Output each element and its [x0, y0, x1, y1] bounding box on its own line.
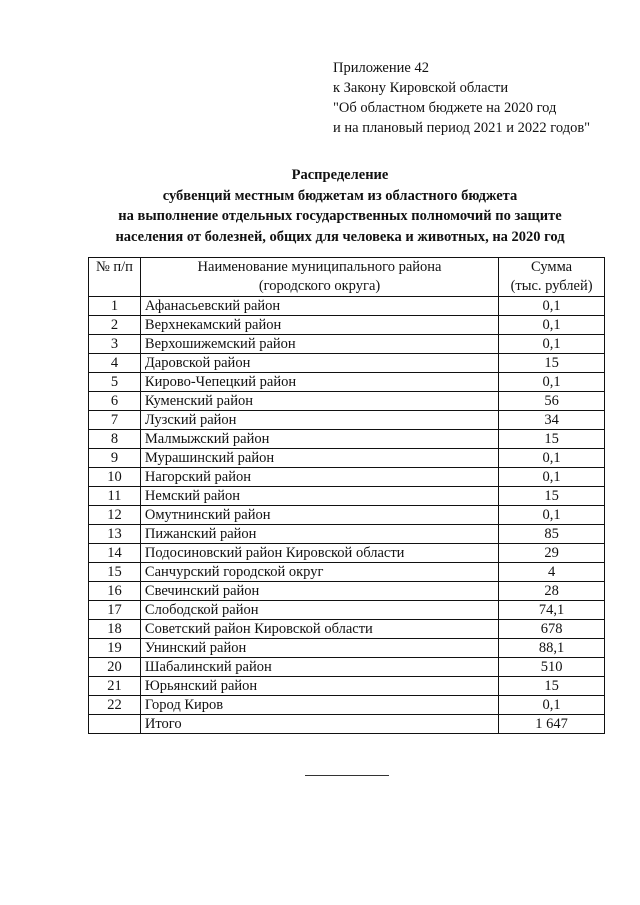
district-name: Унинский район [140, 639, 498, 658]
row-number: 7 [89, 411, 141, 430]
subvention-amount: 88,1 [499, 639, 605, 658]
table-row [89, 639, 605, 658]
total-row [89, 715, 605, 734]
row-number: 2 [89, 316, 141, 335]
table-row [89, 563, 605, 582]
district-name: Верхошижемский район [140, 335, 498, 354]
title-line: на выполнение отдельных государственных полномочий по защите [118, 208, 562, 224]
subvention-amount: 678 [499, 620, 605, 639]
district-name: Верхнекамский район [140, 316, 498, 335]
row-number: 12 [89, 506, 141, 525]
subvention-amount: 29 [499, 544, 605, 563]
row-number: 21 [89, 677, 141, 696]
subvention-amount: 15 [499, 487, 605, 506]
table-row [89, 620, 605, 639]
total-sum: 1 647 [499, 715, 605, 734]
header-name-line1: Наименование муниципального района [197, 259, 442, 275]
table-row [89, 316, 605, 335]
distribution-table [88, 257, 605, 734]
title-line: населения от болезней, общих для человека и животных, на 2020 год [115, 228, 565, 245]
district-name: Лузский район [140, 411, 498, 430]
table-row [89, 449, 605, 468]
district-name: Даровской район [140, 354, 498, 373]
document-title [60, 165, 620, 247]
table-row [89, 544, 605, 563]
table-row [89, 658, 605, 677]
district-name: Юрьянский район [140, 677, 498, 696]
district-name: Мурашинский район [140, 449, 498, 468]
row-number: 1 [89, 297, 141, 316]
subvention-amount: 0,1 [499, 506, 605, 525]
district-name: Свечинский район [140, 582, 498, 601]
row-number: 6 [89, 392, 141, 411]
district-name: Слободской район [140, 601, 498, 620]
district-name: Кирово-Чепецкий район [140, 373, 498, 392]
district-name: Подосиновский район Кировской области [140, 544, 498, 563]
district-name: Немский район [140, 487, 498, 506]
header-sum [499, 258, 605, 297]
table-row [89, 696, 605, 715]
row-number: 9 [89, 449, 141, 468]
appendix-header [333, 58, 590, 138]
appendix-line: "Об областном бюджете на 2020 год [333, 100, 557, 116]
subvention-amount: 56 [499, 392, 605, 411]
table-row [89, 468, 605, 487]
header-name-line2: (городского округа) [258, 278, 381, 294]
row-number: 3 [89, 335, 141, 354]
appendix-line: к Закону Кировской области [333, 80, 509, 96]
district-name: Омутнинский район [140, 506, 498, 525]
table-row [89, 335, 605, 354]
subvention-amount: 74,1 [499, 601, 605, 620]
table-row [89, 430, 605, 449]
subvention-amount: 0,1 [499, 316, 605, 335]
subvention-amount: 15 [499, 430, 605, 449]
row-number: 17 [89, 601, 141, 620]
header-name [140, 258, 498, 297]
subvention-amount: 0,1 [499, 297, 605, 316]
table-row [89, 525, 605, 544]
title-line: субвенций местным бюджетам из областного бюджета [162, 187, 518, 204]
header-sum-line1: Сумма [531, 259, 573, 275]
header-sum-line2: (тыс. рублей) [510, 278, 593, 294]
table-row [89, 411, 605, 430]
header-num: № п/п [89, 258, 141, 297]
table-row [89, 677, 605, 696]
appendix-line: Приложение 42 [333, 60, 429, 76]
district-name: Город Киров [140, 696, 498, 715]
row-number: 16 [89, 582, 141, 601]
subvention-amount: 0,1 [499, 468, 605, 487]
appendix-line: и на плановый период 2021 и 2022 годов" [333, 120, 591, 136]
district-name: Санчурский городской округ [140, 563, 498, 582]
subvention-amount: 28 [499, 582, 605, 601]
table-row [89, 506, 605, 525]
district-name: Малмыжский район [140, 430, 498, 449]
row-number: 15 [89, 563, 141, 582]
subvention-amount: 0,1 [499, 449, 605, 468]
district-name: Шабалинский район [140, 658, 498, 677]
title-line: Распределение [291, 167, 389, 183]
subvention-amount: 510 [499, 658, 605, 677]
row-number: 13 [89, 525, 141, 544]
table-row [89, 487, 605, 506]
district-name: Афанасьевский район [140, 297, 498, 316]
table-row [89, 297, 605, 316]
separator-line [305, 775, 389, 776]
row-number: 19 [89, 639, 141, 658]
row-number: 5 [89, 373, 141, 392]
row-number: 11 [89, 487, 141, 506]
table-row [89, 373, 605, 392]
subvention-amount: 85 [499, 525, 605, 544]
district-name: Советский район Кировской области [140, 620, 498, 639]
row-number: 22 [89, 696, 141, 715]
row-number: 20 [89, 658, 141, 677]
subvention-amount: 0,1 [499, 696, 605, 715]
table-row [89, 582, 605, 601]
row-number: 14 [89, 544, 141, 563]
subvention-amount: 15 [499, 354, 605, 373]
row-number: 4 [89, 354, 141, 373]
row-number: 8 [89, 430, 141, 449]
subvention-amount: 34 [499, 411, 605, 430]
total-num-cell [89, 715, 141, 734]
table-row [89, 601, 605, 620]
subvention-amount: 0,1 [499, 373, 605, 392]
row-number: 18 [89, 620, 141, 639]
total-label: Итого [140, 715, 498, 734]
subvention-amount: 4 [499, 563, 605, 582]
subvention-amount: 0,1 [499, 335, 605, 354]
district-name: Куменский район [140, 392, 498, 411]
row-number: 10 [89, 468, 141, 487]
table-header-row [89, 258, 605, 297]
subvention-amount: 15 [499, 677, 605, 696]
district-name: Пижанский район [140, 525, 498, 544]
table-row [89, 354, 605, 373]
district-name: Нагорский район [140, 468, 498, 487]
table-row [89, 392, 605, 411]
